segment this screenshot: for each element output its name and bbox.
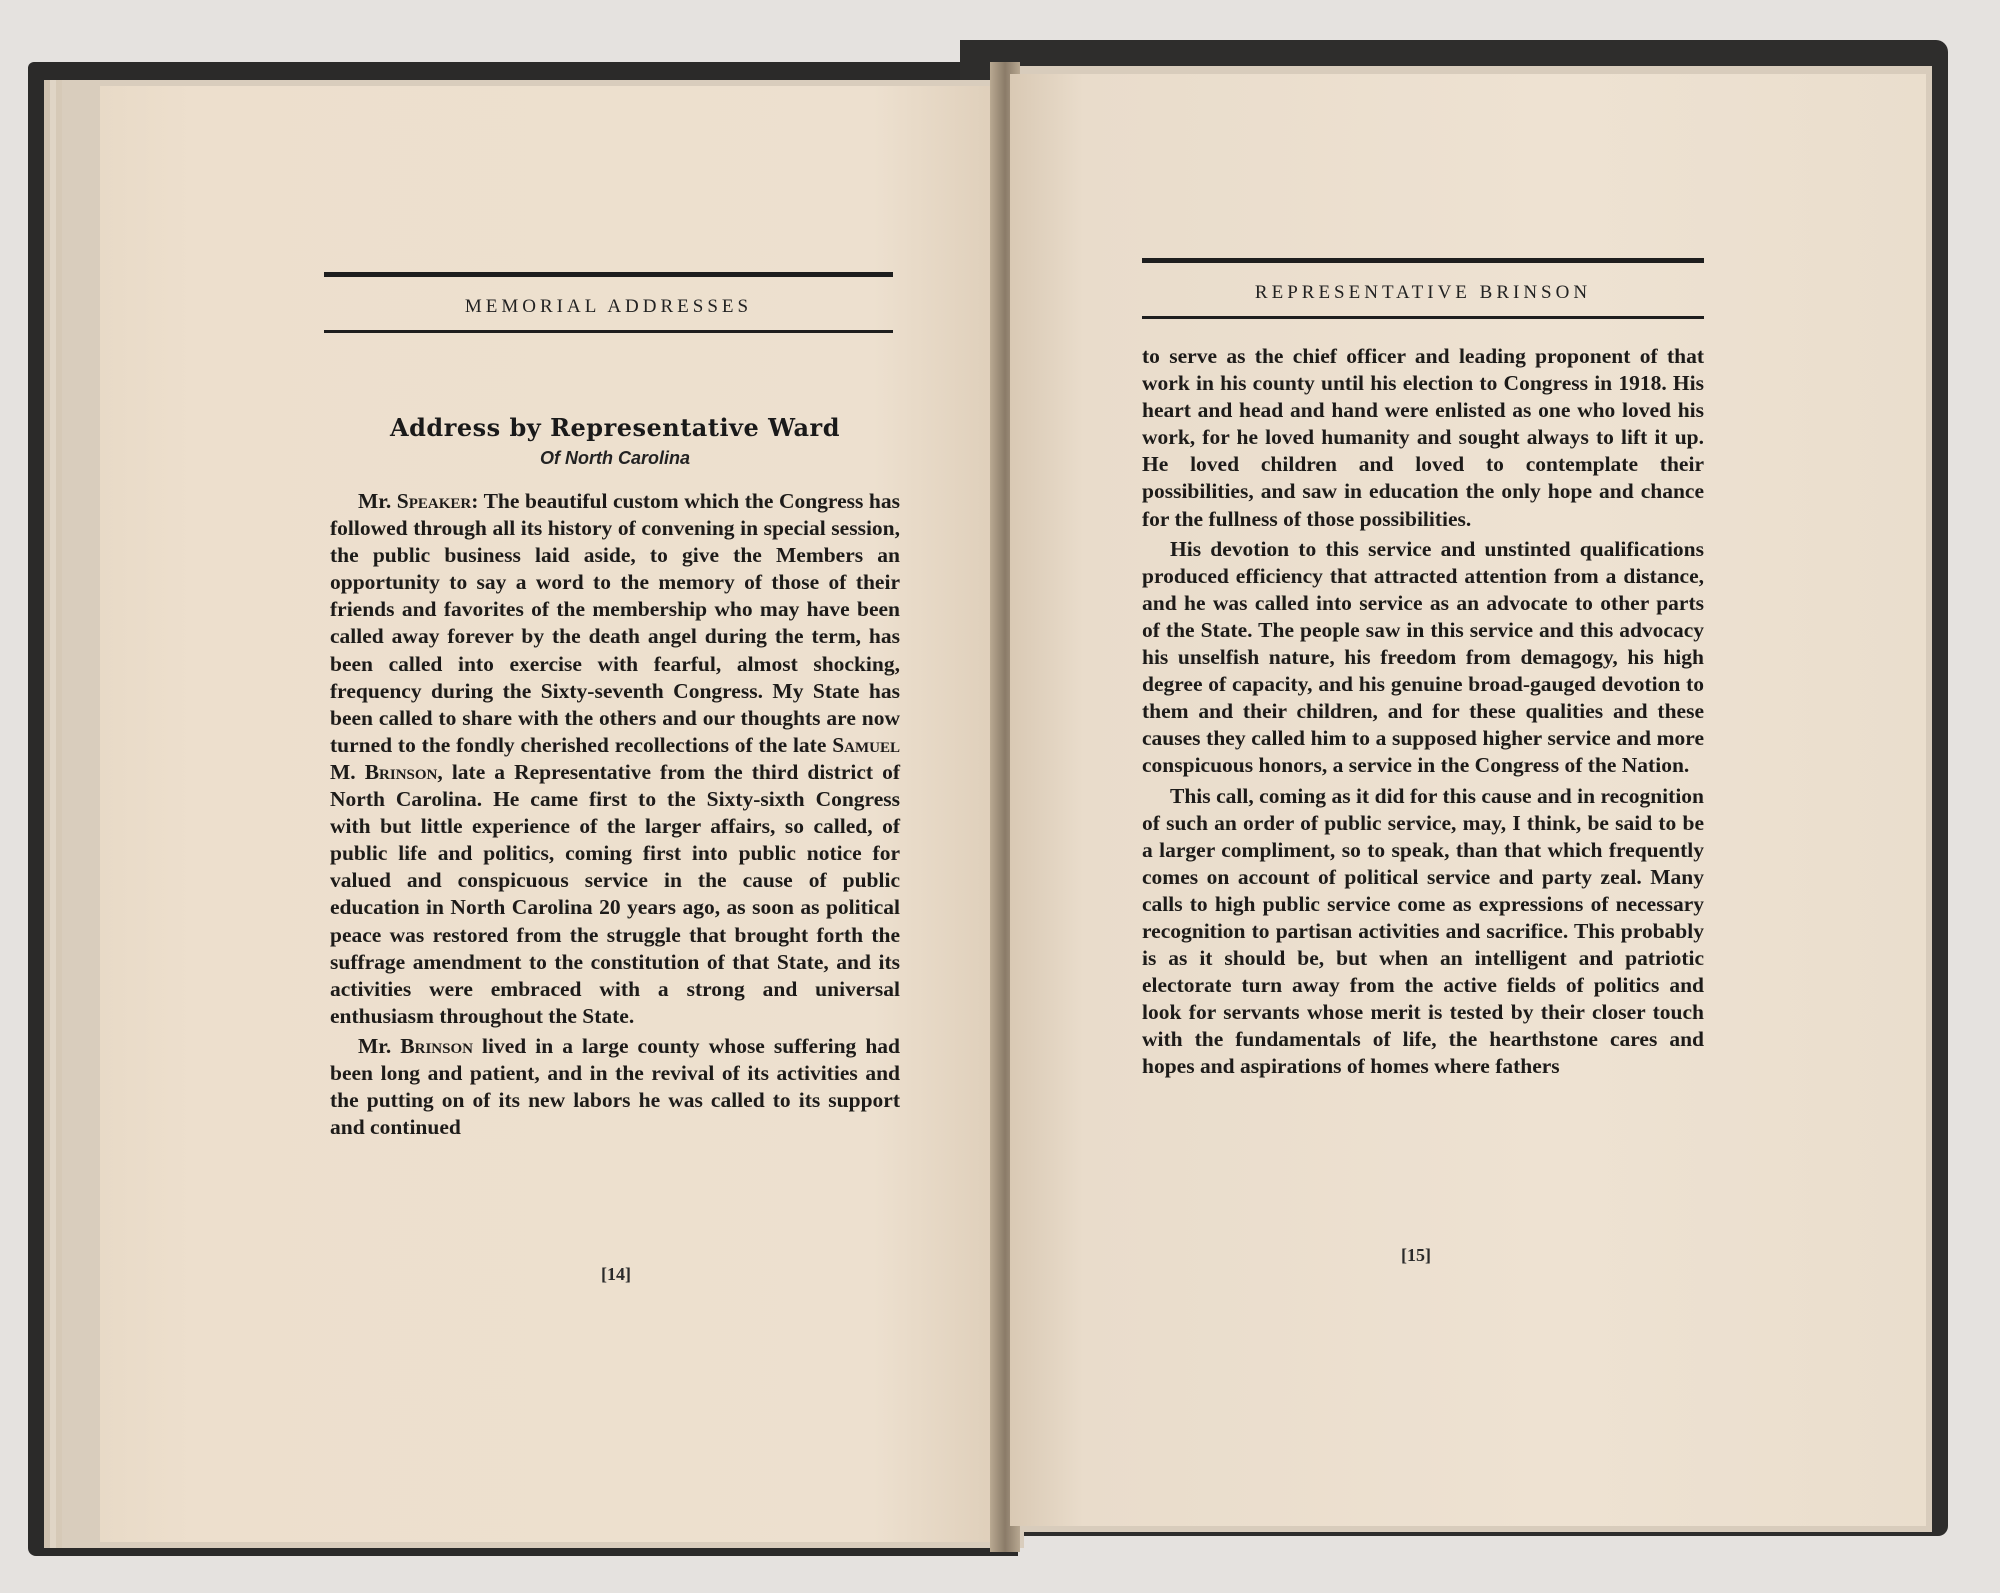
page-number-left: [14] [601, 1264, 631, 1284]
paragraph: Mr. Speaker: The beautiful custom which the Congress has followed through all its history of convening in special session, the public business laid aside, to give the Members an opportunity to say a word to the memory of those of their friends and favorites of the membership who may have been called away forever by the death angel during the term, has been called into exercise with fearful, almost shocking, frequency during the Sixty-seventh Congress. My State has been called to share with the others and our thoughts are now turned to the fondly cherished recollections of the late Samuel M. Brinson, late a Representative from the third district of North Carolina. He came first to the Sixty-sixth Congress with but little experience of the larger affairs, so called, of public life and politics, coming first into public notice for valued and conspicuous service in the cause of public education in North Carolina 20 years ago, as soon as political peace was restored from the struggle that brought forth the suffrage amendment to the constitution of that State, and its activities were embraced with a strong and universal enthusiasm throughout the State. [330, 489, 900, 1028]
paragraph: to serve as the chief officer and leading proponent of that work in his county until his election to Congress in 1918. His heart and head and hand were enlisted as one who loved his work, for he loved humanity and sought always to lift it up. He loved children and loved to contemplate their possibilities, and saw in education the only hope and chance for the fullness of those possibilities. [1142, 344, 1704, 531]
running-head-left: MEMORIAL ADDRESSES [464, 296, 753, 317]
running-head-rule-top [1142, 258, 1704, 263]
running-head-rule-bottom [324, 330, 893, 333]
paragraph: His devotion to this service and unstinted qualifications produced efficiency that attracted attention from a distance, and he was called into service as an advocate to other parts of the State. The people saw in this service and this advocacy his unselfish nature, his freedom from demagogy, his high degree of capacity, and his genuine broad-gauged devotion to them and their children, and for these qualities and these causes they called him to a supposed higher service and more conspicuous honors, a service in the Congress of the Nation. [1142, 536, 1704, 778]
paragraph: Mr. Brinson lived in a large county whose suffering had been long and patient, and in the revival of its activities and the putting on of its new labors he was called to its support and continued [330, 1033, 900, 1140]
running-head-rule-top [324, 272, 893, 277]
paragraph: This call, coming as it did for this cause and in recognition of such an order of public service, may, I think, be said to be a larger compliment, so to speak, than that which frequently comes on account of political service and party zeal. Many calls to high public service come as expressions of necessary recognition to partisan activities and sacrifice. This probably is as it should be, but when an intelligent and patriotic electorate turn away from the active fields of politics and look for servants whose merit is tested by their closer touch with the fundamentals of life, the hearthstone cares and hopes and aspirations of homes where fathers [1142, 783, 1704, 1079]
right-body-text [1142, 343, 1704, 1081]
address-subtitle: Of North Carolina [539, 448, 690, 468]
address-title: Address by Representative Ward [390, 413, 840, 442]
running-head-rule-bottom [1142, 316, 1704, 319]
left-body-text [330, 488, 900, 1141]
page-number-right: [15] [1401, 1245, 1431, 1265]
running-head-right: REPRESENTATIVE BRINSON [1254, 282, 1592, 303]
